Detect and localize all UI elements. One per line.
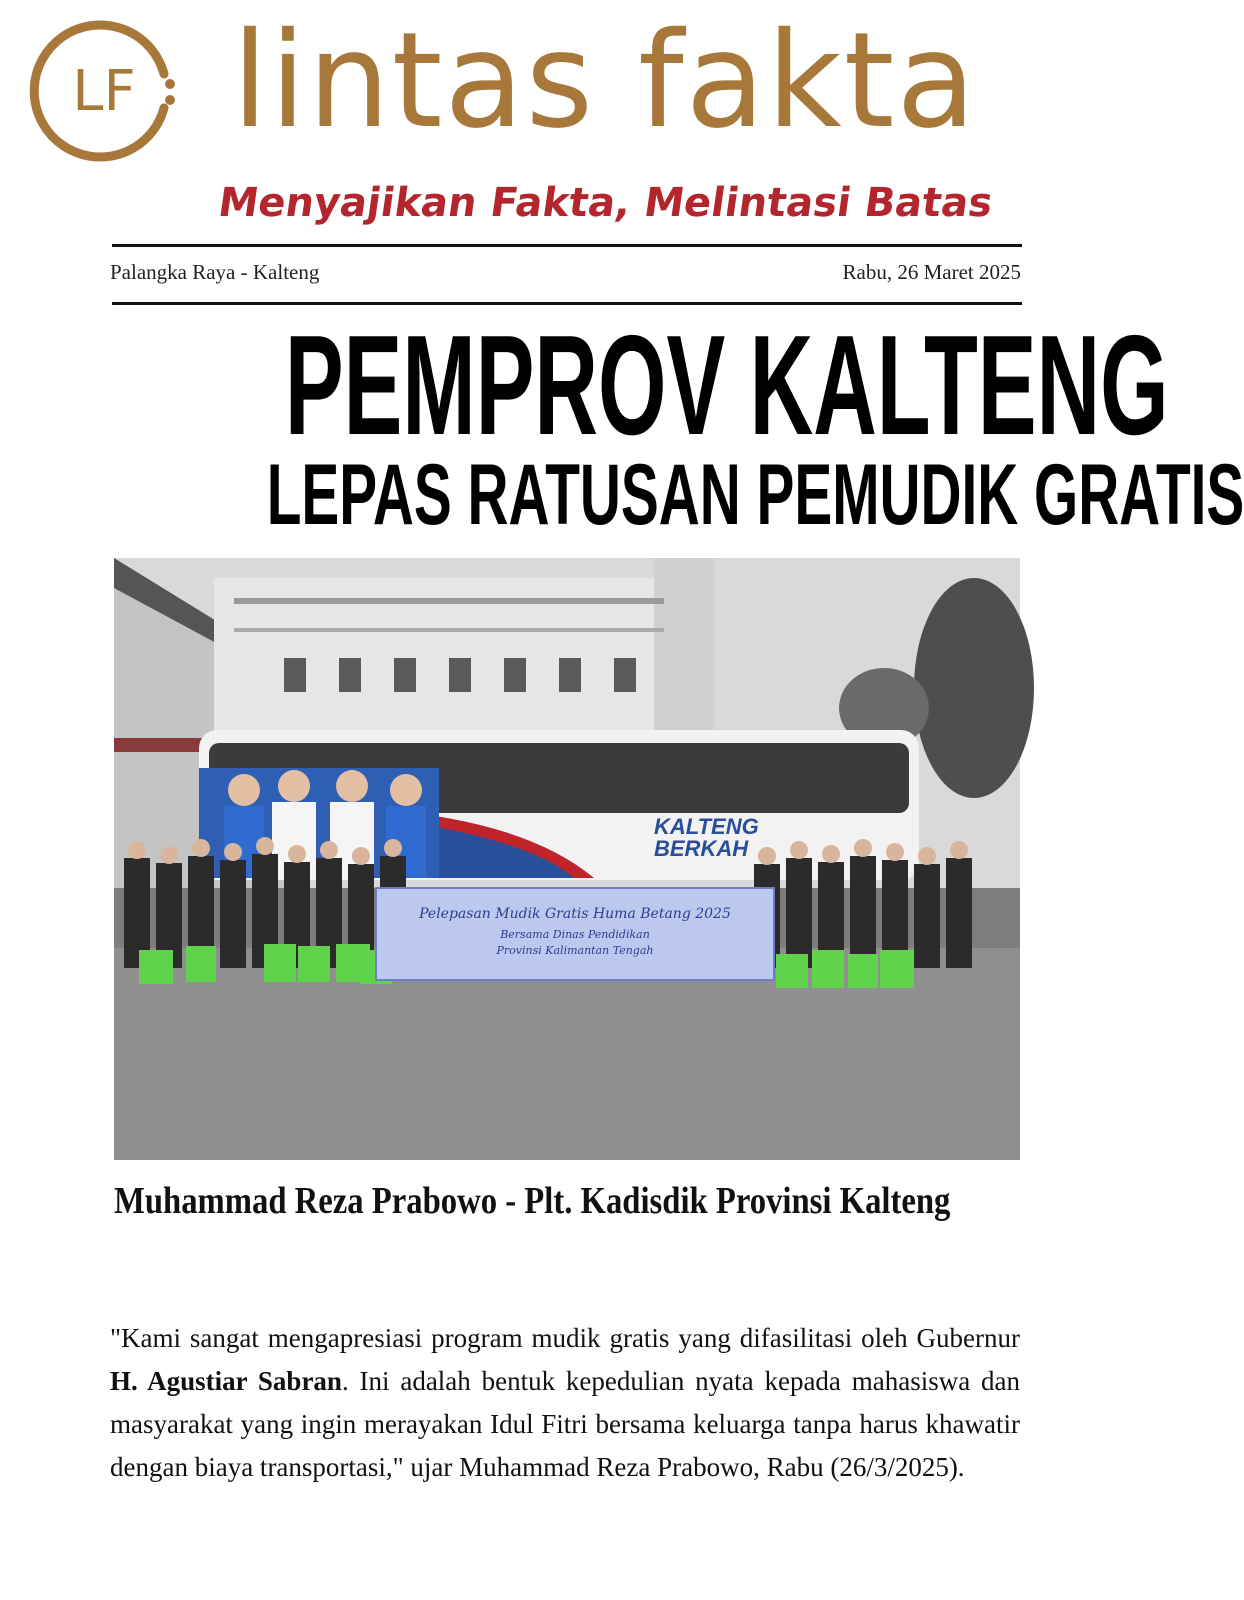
bus-label-1: KALTENG <box>654 814 759 839</box>
quote-governor-name: H. Agustiar Sabran <box>110 1366 342 1396</box>
banner-subtitle-2: Provinsi Kalimantan Tengah <box>496 944 654 957</box>
photo-illustration <box>114 558 1020 1160</box>
headline-line-2: LEPAS RATUSAN PEMUDIK GRATIS <box>266 447 1244 543</box>
banner-subtitle-1: Bersama Dinas Pendidikan <box>500 928 650 941</box>
tagline: Menyajikan Fakta, Melintasi Batas <box>215 180 996 226</box>
banner-title: Pelepasan Mudik Gratis Huma Betang 2025 <box>419 906 731 922</box>
bottom-rule <box>112 302 1022 305</box>
brand-logo <box>30 16 178 164</box>
logo-text: LF <box>72 59 136 124</box>
news-photo <box>114 558 1020 1160</box>
quote-part-2: . Ini adalah bentuk kepedulian nyata kepada mahasiswa dan masyarakat yang ingin merayakan Idul Fitri bersama keluarga tanpa harus khawatir dengan biaya transportasi," ujar Muhammad Reza Prabowo, Rabu (26/3/2025). <box>110 1366 1020 1482</box>
quote-part-1: "Kami sangat mengapresiasi program mudik gratis yang difasilitasi oleh Gubernur <box>110 1323 1020 1353</box>
quote-paragraph <box>110 1317 1020 1489</box>
date-text: Rabu, 26 Maret 2025 <box>842 260 1021 284</box>
photo-caption: Muhammad Reza Prabowo - Plt. Kadisdik Provinsi Kalteng <box>114 1180 951 1222</box>
top-rule <box>112 244 1022 247</box>
headline-line-1: PEMPROV KALTENG <box>284 306 1169 465</box>
location-text: Palangka Raya - Kalteng <box>110 260 320 284</box>
brand-name: lintas fakta <box>232 4 978 158</box>
bus-label-2: BERKAH <box>654 836 749 861</box>
